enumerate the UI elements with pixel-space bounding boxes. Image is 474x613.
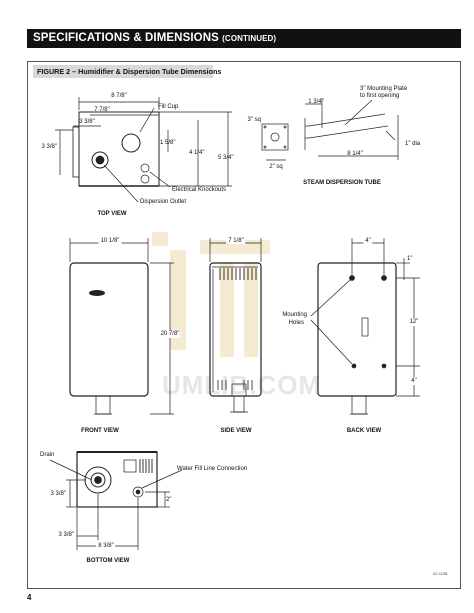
mounting-holes-label-1: Mounting — [282, 312, 307, 318]
figure-caption: FIGURE 2 – Humidifier & Dispersion Tube Dimensions — [37, 67, 222, 76]
bottom-dim-drain-x: 3 3/8" — [58, 532, 74, 538]
front-view-drawing — [70, 238, 174, 414]
drain-label: Drain — [40, 452, 55, 458]
front-dim-height: 20 7/8" — [160, 331, 180, 337]
top-dim-left-depth: 3 3/8" — [41, 144, 57, 150]
top-view-title: TOP VIEW — [97, 211, 127, 217]
steam-tube-drawing — [262, 98, 398, 160]
top-dim-overall-width: 8 7/8" — [111, 93, 127, 99]
back-view-drawing — [311, 238, 420, 414]
watermark: UMLIB.COM — [162, 370, 322, 400]
tube-dim-diameter: 1" dia — [405, 141, 421, 147]
top-dim-inner-width: 7 7/8" — [94, 107, 110, 113]
page-number: 4 — [27, 593, 32, 602]
electrical-knockouts-label: Electrical Knockouts — [172, 187, 227, 193]
back-dim-top-offset: 1" — [407, 256, 413, 262]
bottom-dim-drain-y: 3 3/8" — [50, 491, 66, 497]
side-dim-depth: 7 1/8" — [228, 238, 244, 244]
tube-dim-length: 8 1/4" — [347, 151, 363, 157]
back-dim-bottom: 4" — [411, 378, 417, 384]
dispersion-outlet-label: Dispersion Outlet — [140, 199, 187, 205]
top-dim-fill-cup-offset: 1 5/8" — [160, 140, 176, 146]
back-view-title: BACK VIEW — [346, 428, 382, 434]
back-dim-vertical: 12" — [409, 319, 419, 325]
tube-dim-square-top: 3" sq — [247, 117, 261, 123]
tube-dim-square-bottom: 2" sq — [269, 164, 283, 170]
front-dim-width: 10 1/8" — [100, 238, 120, 244]
bottom-view-title: BOTTOM VIEW — [86, 558, 130, 564]
section-title-main: SPECIFICATIONS & DIMENSIONS — [33, 32, 219, 44]
back-dim-hole-spacing: 4" — [365, 238, 371, 244]
document-code: 02-1138 — [433, 571, 448, 576]
fill-cup-label: Fill Cup — [158, 104, 179, 110]
top-dim-left-offset: 3 3/8" — [79, 119, 95, 125]
tube-dim-flange-len: 1 3/4" — [308, 99, 324, 105]
mounting-holes-label-2: Holes — [288, 320, 304, 326]
section-title-sub: (CONTINUED) — [222, 34, 277, 43]
steam-tube-title: STEAM DISPERSION TUBE — [303, 180, 381, 186]
water-fill-label: Water Fill Line Connection — [177, 466, 248, 472]
front-view-title: FRONT VIEW — [81, 428, 119, 434]
bottom-dim-conn-x: 8 3/8" — [98, 543, 114, 549]
bottom-dim-conn-y: 2" — [166, 497, 172, 503]
tube-mounting-plate-label: 3" Mounting Plate — [360, 86, 408, 92]
side-view-title: SIDE VIEW — [220, 428, 252, 434]
top-dim-depth-inner: 4 1/4" — [189, 150, 205, 156]
tube-mounting-plate-label-2: to first opening — [360, 93, 400, 99]
top-dim-depth-overall: 5 3/4" — [218, 155, 234, 161]
